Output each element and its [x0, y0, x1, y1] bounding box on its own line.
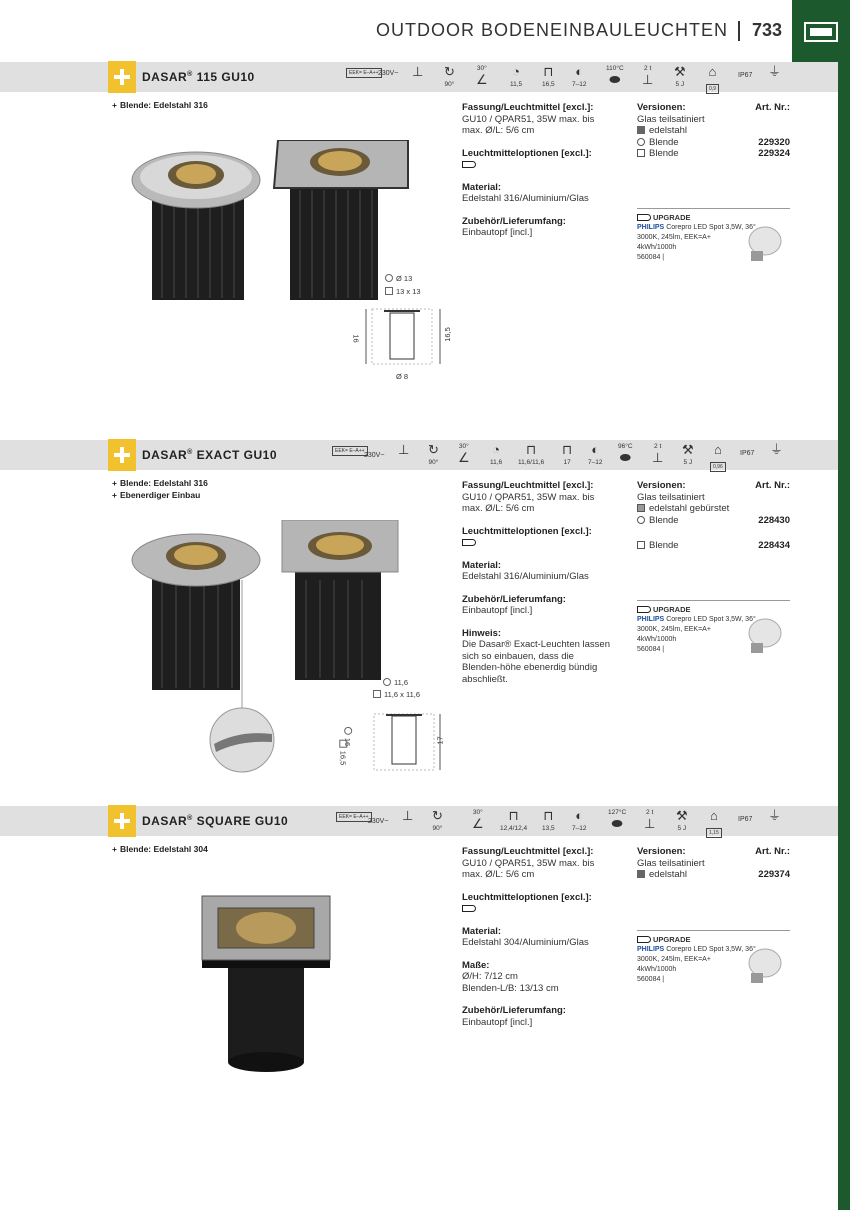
spec-block — [462, 846, 612, 1028]
dimension-diameter: Ø 13 — [385, 274, 412, 283]
spec-heading: Material: — [462, 925, 502, 937]
version-row: Blende 229320 — [637, 137, 790, 149]
plus-icon — [108, 61, 136, 93]
upgrade-block: UPGRADE PHILIPS Corepro LED Spot 3,5W, 36° 3000K, 245lm, EEK=A+ 4kWh/1000h 560084 | — [637, 930, 790, 985]
spec-text: Einbautopf [incl.] — [462, 1016, 533, 1028]
version-row: Blende 228434 — [637, 540, 790, 552]
spec-text: Edelstahl 316/Aluminium/Glas — [462, 193, 589, 204]
version-glass: Glas teilsatiniert — [637, 491, 705, 503]
product-section-115 — [0, 62, 838, 432]
distance-icon: ◐ 7–12 — [572, 64, 587, 88]
rotate-icon: ↻ 90° — [444, 64, 455, 88]
distance-icon: ◐ 7–12 — [588, 442, 603, 466]
led-bulb-image — [741, 617, 785, 657]
product-title: DASAR® 115 GU10 — [142, 70, 255, 84]
spec-text: Edelstahl 304/Aluminium/Glas — [462, 937, 589, 948]
temperature-icon: 127°C ⬬ — [608, 809, 627, 831]
led-icon — [637, 214, 651, 221]
ground-icon: ⏚ — [768, 808, 782, 823]
spec-heading: Hinweis: — [462, 627, 502, 639]
led-icon — [462, 539, 476, 546]
spec-text: Ø/H: 7/12 cm — [462, 971, 518, 982]
beam-angle-icon: 30° ∠ — [458, 443, 470, 465]
ground-icon: ⏚ — [770, 442, 784, 457]
dimension-bottom: Ø 8 — [396, 372, 409, 381]
feature-item: + Blende: Edelstahl 316 — [112, 478, 208, 488]
chapter-bar — [838, 62, 850, 1210]
spec-heading: Zubehör/Lieferumfang: — [462, 593, 566, 605]
spec-heading: Fassung/Leuchtmittel [excl.]: — [462, 846, 594, 857]
spec-heading: Leuchtmitteloptionen [excl.]: — [462, 525, 592, 537]
upgrade-block: UPGRADE PHILIPS Corepro LED Spot 3,5W, 36° 3000K, 245lm, EEK=A+ 4kWh/1000h 560084 | — [637, 208, 790, 263]
spec-text: Einbautopf [incl.] — [462, 227, 533, 238]
depth-icon: ⊓ 12,4/12,4 — [500, 808, 528, 832]
eek-icon: EEK= E–A++ — [332, 442, 368, 456]
ground-icon: ⏚ — [768, 64, 782, 79]
dimension-height-2: 16,5 — [338, 740, 347, 766]
depth-icon: ⊓ 16,5 — [542, 64, 555, 88]
versions-block: Versionen: Art. Nr.: Glas teilsatiniert edelstahl 229374 — [637, 846, 790, 880]
distance-icon: ◐ 7–12 — [572, 808, 587, 832]
weight-icon: ⌂ 1,15 — [706, 808, 722, 838]
version-finish: edelstahl — [637, 125, 790, 137]
spec-block — [462, 480, 612, 685]
version-row: edelstahl 229374 — [637, 869, 790, 881]
downlight-icon: ⊥ — [402, 808, 414, 823]
product-section-square — [0, 806, 838, 1106]
dimension-diameter: 11,6 — [383, 678, 408, 687]
spec-heading: Zubehör/Lieferumfang: — [462, 215, 566, 227]
finish-swatch — [637, 126, 645, 134]
product-image — [192, 892, 342, 1082]
dimension-square: 13 x 13 — [385, 287, 421, 296]
spec-text: GU10 / QPAR51, 35W max. bis max. Ø/L: 5/6 cm — [462, 491, 595, 514]
spec-text: GU10 / QPAR51, 35W max. bis max. Ø/L: 5/6 cm — [462, 113, 595, 136]
beam-angle-icon: 30° ∠ — [476, 65, 488, 87]
weight-icon: ⌂ 0,9 — [706, 64, 719, 94]
page-number: 733 — [751, 20, 782, 40]
impact-icon: ⚒ 5 J — [674, 64, 686, 88]
eek-icon: EEK= E–A++ — [346, 64, 382, 78]
upgrade-block: UPGRADE PHILIPS Corepro LED Spot 3,5W, 36° 3000K, 245lm, EEK=A+ 4kWh/1000h 560084 | — [637, 600, 790, 655]
led-icon — [462, 161, 476, 168]
voltage-label: 230V~ — [378, 70, 399, 77]
spec-text: Einbautopf [incl.] — [462, 605, 533, 616]
height-icon: ⊓ 17 — [562, 442, 573, 466]
feature-item: + Blende: Edelstahl 316 — [112, 100, 208, 110]
spec-icons — [334, 808, 784, 836]
spec-text: GU10 / QPAR51, 35W max. bis max. Ø/L: 5/6 cm — [462, 857, 595, 880]
versions-block: Versionen: Art. Nr.: Glas teilsatiniert edelstahl Blende 229320 Blende 229324 — [637, 102, 790, 159]
spec-heading: Zubehör/Lieferumfang: — [462, 1005, 566, 1016]
dimension-height-2: 16,5 — [442, 327, 452, 342]
impact-icon: ⚒ 5 J — [676, 808, 688, 832]
version-row: Blende 229324 — [637, 148, 790, 160]
led-icon — [462, 905, 476, 912]
product-image — [130, 140, 410, 310]
spec-heading: Material: — [462, 181, 502, 193]
version-finish: edelstahl gebürstet — [637, 503, 790, 515]
led-bulb-image — [741, 225, 785, 265]
voltage-label: 230V~ — [368, 818, 389, 825]
spec-text: Edelstahl 316/Aluminium/Glas — [462, 571, 589, 582]
finish-swatch — [637, 504, 645, 512]
versions-block: Versionen: Art. Nr.: Glas teilsatiniert edelstahl gebürstet Blende 228430 Blende 228434 — [637, 480, 790, 551]
page-title: OUTDOOR BODENEINBAULEUCHTEN — [375, 20, 728, 40]
ip-rating: IP67 — [738, 72, 753, 79]
dimension-height-1: 16 — [343, 727, 352, 746]
version-glass: Glas teilsatiniert — [637, 113, 705, 125]
plus-icon — [108, 805, 136, 837]
ip-rating: IP67 — [738, 816, 753, 823]
title-separator — [738, 21, 740, 41]
dimension-height-1: 16 — [351, 334, 361, 343]
dimension-height-3: 17 — [435, 736, 445, 745]
product-title: DASAR® EXACT GU10 — [142, 448, 278, 462]
feature-item: + Blende: Edelstahl 304 — [112, 844, 208, 854]
temperature-icon: 96°C ⬬ — [618, 443, 633, 465]
spec-icons — [340, 64, 790, 92]
led-bulb-image — [741, 947, 785, 987]
product-section-exact — [0, 440, 838, 800]
install-diagram — [362, 307, 452, 377]
version-glass: Glas teilsatiniert — [637, 857, 705, 869]
dimension-square: 11,6 x 11,6 — [373, 690, 420, 699]
depth-icon: ⊓ 11,6/11,6 — [518, 442, 545, 466]
ground-light-icon — [804, 22, 838, 42]
spec-heading: Leuchtmitteloptionen [excl.]: — [462, 891, 592, 903]
spec-heading: Fassung/Leuchtmittel [excl.]: — [462, 480, 594, 491]
product-image — [130, 520, 400, 780]
temperature-icon: 110°C ⬬ — [606, 65, 624, 87]
downlight-icon: ⊥ — [412, 64, 424, 79]
load-icon: 2 t ⊥ — [644, 809, 656, 831]
plus-icon — [108, 439, 136, 471]
spec-text: Die Dasar® Exact-Leuchten lassen sich so einbauen, dass die Blenden-höhe ebenerdig bündig abschließt. — [462, 639, 610, 685]
weight-icon: ⌂ 0,96 — [710, 442, 726, 472]
diameter-icon: ◔ 11,6 — [490, 442, 503, 466]
diameter-icon: ◔ 11,5 — [510, 64, 523, 88]
spec-heading: Maße: — [462, 959, 490, 971]
page-header — [0, 0, 850, 64]
led-icon — [637, 936, 651, 943]
height-icon: ⊓ 13,5 — [542, 808, 555, 832]
spec-icons — [330, 442, 784, 470]
version-row: Blende 228430 — [637, 515, 790, 527]
spec-text: Blenden-L/B: 13/13 cm — [462, 982, 559, 994]
impact-icon: ⚒ 5 J — [682, 442, 694, 466]
product-title: DASAR® SQUARE GU10 — [142, 814, 289, 828]
spec-block — [462, 102, 612, 239]
rotate-icon: ↻ 90° — [432, 808, 443, 832]
load-icon: 2 t ⊥ — [642, 65, 654, 87]
led-icon — [637, 606, 651, 613]
spec-heading: Fassung/Leuchtmittel [excl.]: — [462, 102, 594, 113]
chapter-tab — [792, 0, 850, 62]
load-icon: 2 t ⊥ — [652, 443, 664, 465]
spec-heading: Material: — [462, 559, 502, 571]
eek-icon: EEK= E–A++ — [336, 808, 372, 822]
downlight-icon: ⊥ — [398, 442, 410, 457]
feature-item: + Ebenerdiger Einbau — [112, 490, 201, 500]
ip-rating: IP67 — [740, 450, 755, 457]
voltage-label: 230V~ — [364, 452, 385, 459]
beam-angle-icon: 30° ∠ — [472, 809, 484, 831]
spec-heading: Leuchtmitteloptionen [excl.]: — [462, 147, 592, 159]
rotate-icon: ↻ 90° — [428, 442, 439, 466]
